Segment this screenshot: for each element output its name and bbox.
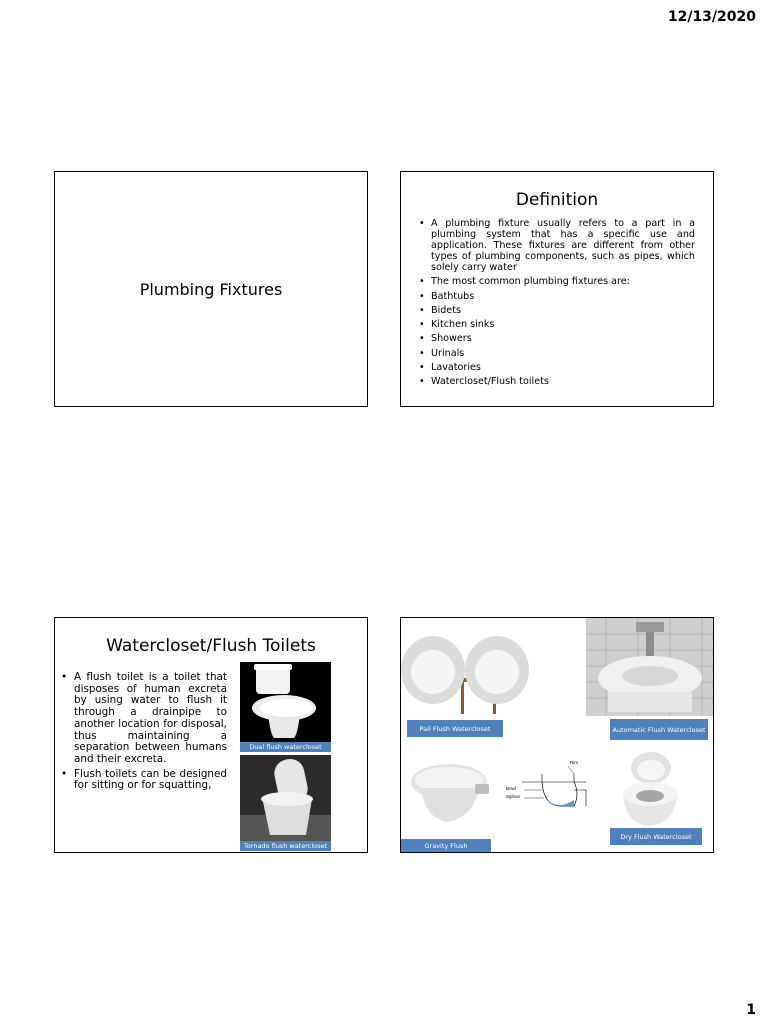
tornado-flush-toilet-photo xyxy=(240,755,331,841)
gravity-flush-toilet-photo xyxy=(407,758,497,826)
list-item: • Bathtubs xyxy=(419,291,695,302)
flush-mechanism-diagram xyxy=(504,760,596,820)
list-item: • Urinals xyxy=(419,348,695,359)
list-item: • A plumbing fixture usually refers to a part in a plumbing system that has a specific use and application. These fixtures are different from other types of plumbing components, such as pipes, which solely carry water xyxy=(419,218,695,273)
definition-bullet-list xyxy=(419,218,695,391)
page-number: 1 xyxy=(746,1002,756,1018)
list-item: • Watercloset/Flush toilets xyxy=(419,376,695,387)
caption-dry-flush: Dry Flush Watercloset xyxy=(610,828,702,845)
list-item: • Bidets xyxy=(419,305,695,316)
slide-definition xyxy=(400,171,714,407)
dry-flush-toilet-photo xyxy=(615,748,685,830)
caption-automatic-flush: Automatic Flush Watercloset xyxy=(610,719,708,740)
list-item: • The most common plumbing fixtures are: xyxy=(419,276,695,287)
slide-title-plumbing-fixtures xyxy=(54,171,368,407)
page-date: 12/13/2020 xyxy=(667,9,756,25)
diagram-label-siphon: Siphon xyxy=(506,794,521,799)
list-item: • Kitchen sinks xyxy=(419,319,695,330)
slide-heading: Watercloset/Flush Toilets xyxy=(106,636,316,656)
diagram-label-rim: Rim xyxy=(570,760,578,765)
slide-watercloset-flush-toilets xyxy=(54,617,368,853)
dual-flush-toilet-photo xyxy=(240,662,331,742)
list-item: • Flush toilets can be designed for sitting or for squatting, xyxy=(61,769,227,792)
caption-pail-flush: Pail Flush Watercloset xyxy=(407,720,503,737)
flush-toilet-bullet-list xyxy=(61,672,227,795)
caption-gravity-flush: Gravity Flush xyxy=(401,839,491,853)
list-item: • A flush toilet is a toilet that disposes of human excreta by using water to flush it through a drainpipe to another location for disposal, thus maintaining a separation between humans and their excreta. xyxy=(61,672,227,766)
pail-flush-toilet-photo xyxy=(401,634,531,718)
list-item: • Lavatories xyxy=(419,362,695,373)
caption-tornado-flush: Tornado flush watercloset xyxy=(240,841,331,851)
slide-watercloset-types xyxy=(400,617,714,853)
diagram-label-bowl: Bowl xyxy=(506,786,516,791)
list-item: • Showers xyxy=(419,333,695,344)
automatic-flush-toilet-photo xyxy=(586,618,714,716)
caption-dual-flush: Dual flush watercloset xyxy=(240,742,331,752)
slide-heading: Definition xyxy=(515,190,599,210)
slide-title: Plumbing Fixtures xyxy=(139,279,283,299)
